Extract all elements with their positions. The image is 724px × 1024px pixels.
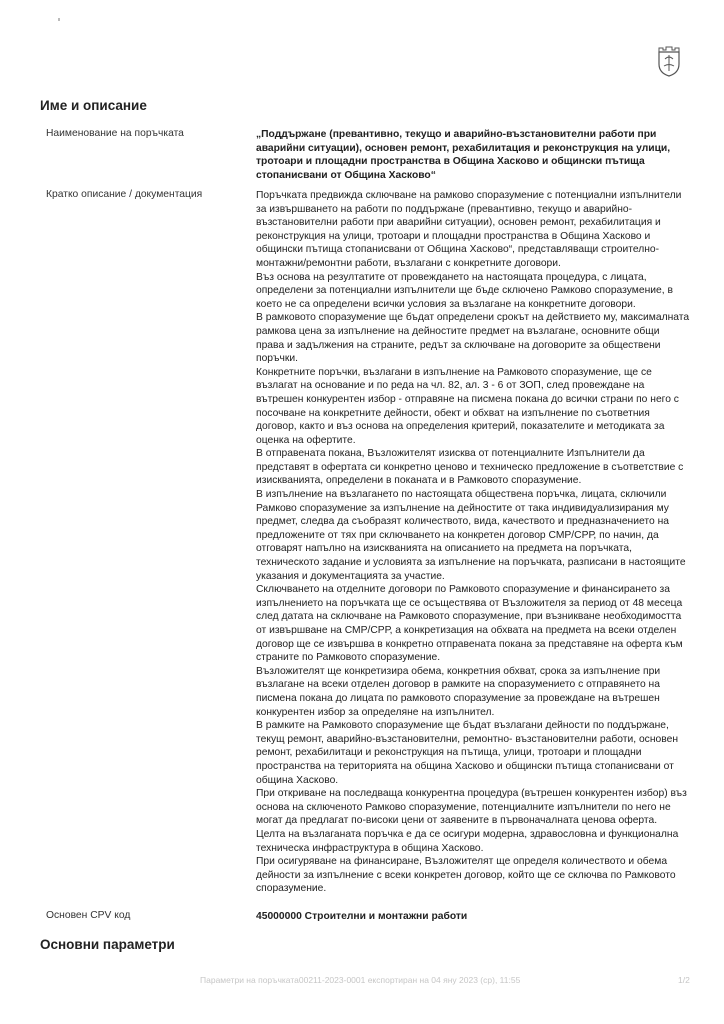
description-paragraph: В изпълнение на възлагането по настоящата обществена поръчка, лицата, сключили Рамково споразумение за изпълнение на дейностите от така индивидуализирания му предмет, следва да съобразят количеството, вида, качеството и предназначението на предложените от тях при сключването на конкретен договор СМР/СРР, по начин, да отговарят напълно на изискванията на описанието на предмета на поръчката, техническото задание и условията за изпълнение на поръчката, разписани в настоящите указания и документацията за участие.	[256, 489, 686, 582]
order-name-label: Наименование на поръчката	[46, 128, 184, 139]
footer-page-number: 1/2	[678, 975, 690, 985]
order-name-value: „Поддържане (превантивно, текущо и аварийно-възстановителни работи при аварийни ситуации), основен ремонт, рехабилитация и реконструкция на улици, тротоари и площадни пространства в Община Хасково и общински пътища стопанисвани от Община Хасково“	[256, 129, 671, 181]
description-paragraph: Възложителят ще конкретизира обема, конкретния обхват, срока за изпълнение при възлагане на всеки отделен договор в рамките на споразумението с отправянето на писмена покана до лицата по рамковото споразумение за провеждане на вътрешен конкурентен избор за определяне на изпълнител.	[256, 665, 661, 718]
cpv-code-value: 45000000 Строителни и монтажни работи	[256, 911, 468, 922]
description-paragraph: Сключването на отделните договори по Рамковото споразумение и финансирането за изпълнението на поръчката ще се осъществява от Възложителя за период от 48 месеца след датата на сключване на Рамковото споразумение, при възникване необходимостта от извършване на СМР/СРР, а конкретизация на обхвата на предмета на всеки отделен договор ще се извършва в конкретно отправената покана за представяне на оферта към страните по Рамковото споразумение.	[256, 584, 683, 664]
description-paragraph: При откриване на последваща конкурентна процедура (вътрешен конкурентен избор) въз основа на сключеното Рамково споразумение, потенциалните изпълнители по него не могат да предлагат по-високи цени от заявените в първоначалната ценова оферта.	[256, 788, 687, 827]
scan-mark	[58, 18, 60, 21]
description-paragraph: При осигуряване на финансиране, Възложителят ще определя количеството и обема дейности за изпълнение с всеки конкретен договор, който ще се сключва по Рамковото споразумение.	[256, 856, 676, 895]
section-title-main-parameters: Основни параметри	[40, 937, 175, 952]
cpv-code-label: Основен CPV код	[46, 910, 131, 921]
description-paragraph: В рамковото споразумение ще бъдат определени срокът на действието му, максималната рамкова цена за изпълнение на дейностите предмет на възлагане, основните общи права и задължения на страните, редът за сключване на договорите за обществени поръчки.	[256, 312, 690, 365]
description-paragraph: Поръчката предвижда сключване на рамково споразумение с потенциални изпълнители за извършването на работи по поддържане (превантивно, текущо и аварийно-възстановителни работи при аварийни ситуации), основен ремонт, рехабилитация и реконструкция на улици, тротоари и площадни пространства в Община Хасково и общински пътища стопанисвани от Община Хасково“, представляващи строително-монтажни/ремонтни работи, възлагани с конкретните договори.	[256, 190, 682, 269]
section-title-name-description: Име и описание	[40, 98, 147, 113]
short-description-text	[256, 189, 690, 896]
short-description-label: Кратко описание / документация	[46, 189, 203, 200]
description-paragraph: В рамките на Рамковото споразумение ще бъдат възлагани дейности по поддържане, текущ ремонт, аварийно-възстановителни, ремонтно- възстановителни работи, основен ремонт, рехабилитаци и реконструкция на пътища, улици, тротоари и площадни пространства на територията на община Хасково и общински пътища стопанисвани от община Хасково.	[256, 720, 679, 786]
description-paragraph: Въз основа на резултатите от провеждането на настоящата процедура, с лицата, определени за потенциални изпълнители ще бъде сключено Рамково споразумение, в което не са определени всички условия за възлагане на конкретните договори.	[256, 271, 673, 310]
description-paragraph: Конкретните поръчки, възлагани в изпълнение на Рамковото споразумение, ще се възлагат на основание и по реда на чл. 82, ал. 3 - 6 от ЗОП, след провеждане на вътрешен конкурентен избор - отправяне на писмена покана до всички страни по него с посочване на конкретните дейности, обект и обхват на изпълнение по съответния договор, както и въз основа на определения критерий, показателите и методиката за оценка на офертите.	[256, 366, 679, 446]
description-paragraph: В отправената покана, Възложителят изисква от потенциалните Изпълнители да представят в офертата си конкретно ценово и техническо предложение в съответствие с изискванията, определени в поканата и в Рамковото споразумение.	[256, 448, 684, 487]
footer-export-info: Параметри на поръчката00211-2023-0001 експортиран на 04 яну 2023 (ср), 11:55	[200, 975, 521, 985]
municipality-crest-icon	[656, 44, 682, 78]
description-paragraph: Целта на възлаганата поръчка е да се осигури модерна, здравословна и функционална техническа инфраструктура в община Хасково.	[256, 828, 679, 854]
